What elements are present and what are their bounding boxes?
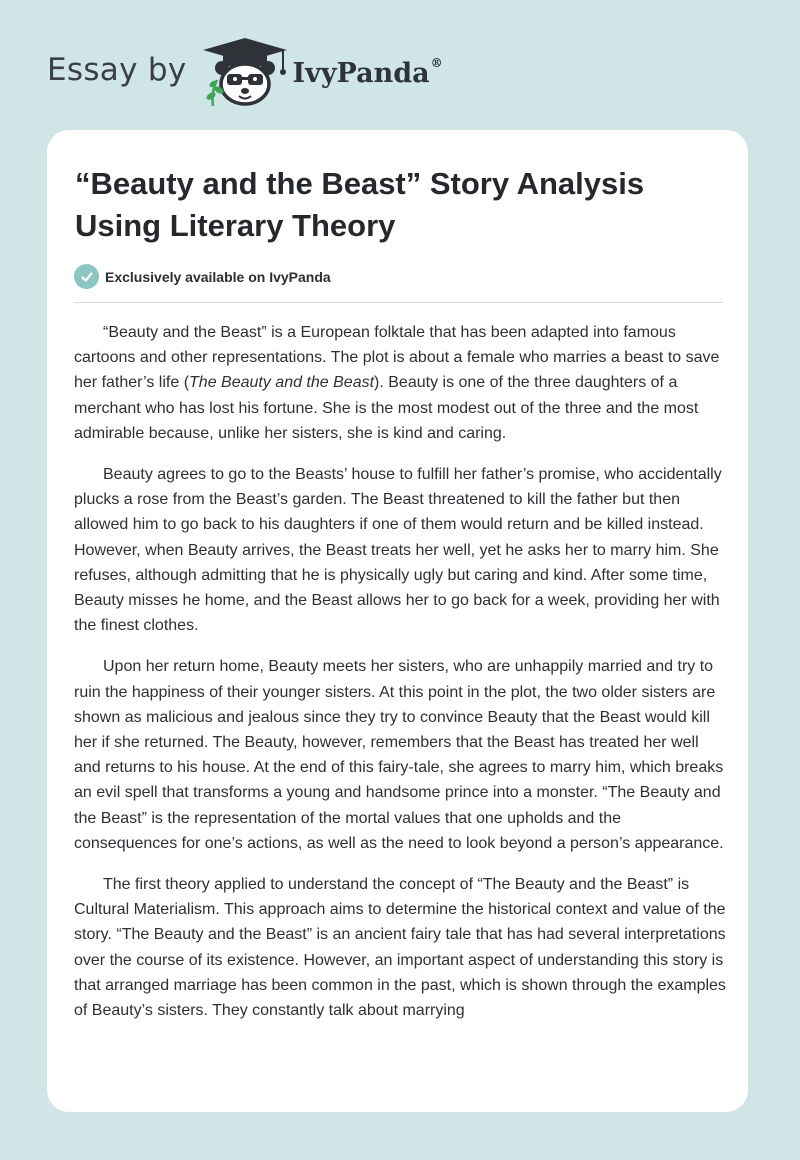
paragraph-1-italic-title: The Beauty and the Beast — [189, 374, 375, 392]
site-header — [47, 36, 443, 108]
checkmark-glyph — [80, 270, 94, 284]
brand-name[interactable] — [292, 55, 443, 89]
panda-logo-icon — [201, 36, 287, 108]
paragraph-1 — [74, 320, 726, 446]
exclusive-label: Exclusively available on IvyPanda — [105, 268, 331, 285]
article-card — [47, 130, 748, 1112]
article-title: “Beauty and the Beast” Story Analysis Using Literary Theory — [75, 166, 645, 243]
paragraph-4: The first theory applied to understand the concept of “The Beauty and the Beast” is Cultural Materialism. This approach aims to determine the historical context and value of the story. “The Beauty and the Beast” is an ancient fairy tale that has had several interpretations over the course of its existence. However, an important aspect of understanding this story is that arranged marriage has been common in the past, which is shown through the examples of Beauty’s sisters. They constantly talk about marrying — [74, 876, 726, 1020]
paragraph-3: Upon her return home, Beauty meets her sisters, who are unhappily married and try to ruin the happiness of their younger sisters. At this point in the plot, the two older sisters are shown as malicious and jealous since they try to convince Beauty that the Beast would kill her if she returned. The Beauty, however, remembers that the Beast has treated her well and returns to his house. At the end of this fairy-tale, she agrees to marry him, which breaks an evil spell that transforms a young and handsome prince into a monster. “The Beauty and the Beast” is the representation of the mortal values that one upholds and the consequences for one’s actions, as well as the need to look beyond a person’s appearance. — [74, 658, 724, 852]
article-body — [74, 320, 726, 1039]
essay-by-label: Essay by — [47, 52, 187, 88]
paragraph-1-before: “Beauty and the Beast” is a European folktale that has been adapted into famous cartoons and other representations. The plot is about a female who marries a beast to save her father’s life ( — [74, 324, 720, 392]
brand-text: IvyPanda — [292, 57, 430, 89]
paragraph-2: Beauty agrees to go to the Beasts’ house to fulfill her father’s promise, who accidentally plucks a rose from the Beast’s garden. The Beast threatened to kill the father but then allowed him to go back to his daughters if one of them would return and be killed instead. However, when Beauty arrives, the Beast treats her well, yet he asks her to marry him. She refuses, although admitting that he is physically ugly but caring and kind. After some time, Beauty misses he home, and the Beast allows her to go back for a week, providing her with the finest clothes. — [74, 466, 722, 635]
divider — [74, 302, 723, 303]
exclusive-badge — [74, 264, 331, 289]
check-icon — [74, 264, 99, 289]
paragraph-1-after: ). Beauty is one of the three daughters of a merchant who has lost his fortune. She is the most modest out of the three and the most admirable because, unlike her sisters, she is kind and caring. — [74, 374, 699, 442]
registered-mark: ® — [430, 55, 443, 70]
panda-graduation-cap-logo[interactable] — [201, 36, 287, 108]
